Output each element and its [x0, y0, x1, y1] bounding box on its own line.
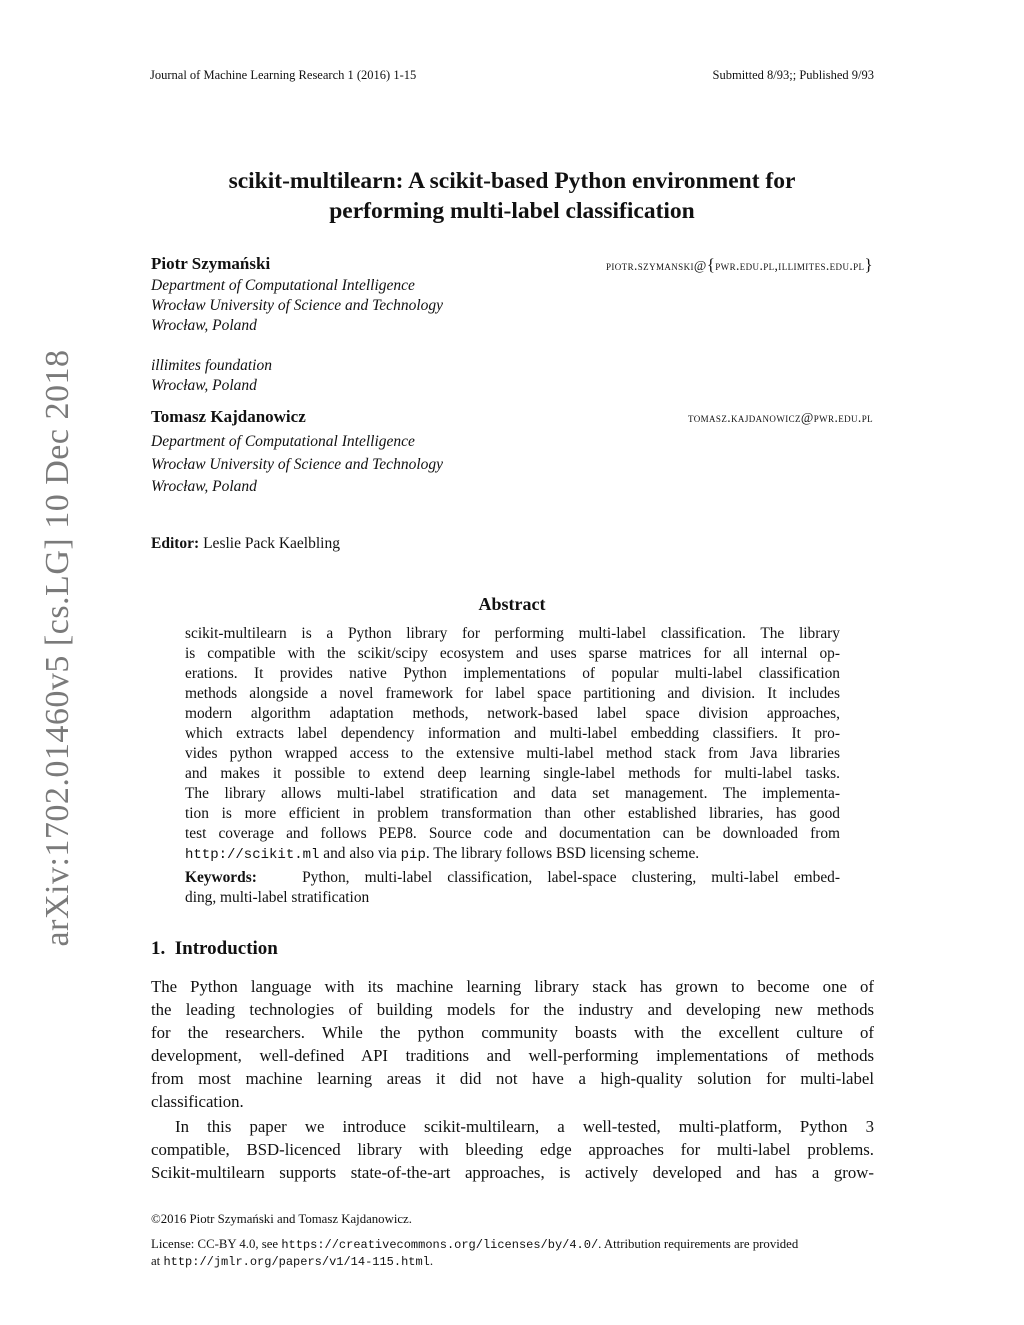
pip-code: pip: [400, 847, 426, 863]
keywords-label: Keywords:: [185, 869, 257, 886]
intro-paragraph-1: [151, 975, 874, 1113]
author-name-1: Piotr Szymański: [151, 254, 271, 273]
abstract-line: The library allows multi-label stratification and data set management. The implementa-: [185, 785, 840, 802]
abstract-line: vides python wrapped access to the extensive multi-label method stack from Java libraries: [185, 745, 840, 762]
title-line-1: scikit-multilearn: A scikit-based Python environment for: [228, 168, 796, 194]
email-prefix: piotr.szymanski@: [605, 258, 707, 273]
copyright-notice: ©2016 Piotr Szymański and Tomasz Kajdanowicz.: [151, 1212, 412, 1226]
abstract-line: test coverage and follows PEP8. Source code and documentation can be downloaded from: [185, 825, 840, 842]
abstract-last-line: [185, 844, 840, 864]
abstract-line: tion is more efficient in problem transformation than other established libraries, has good: [185, 805, 840, 822]
author-name-2: Tomasz Kajdanowicz: [151, 407, 306, 426]
abstract-body: [185, 624, 840, 864]
affiliation-line: Department of Computational Intelligence: [151, 433, 415, 450]
editor-label: Editor:: [151, 535, 200, 552]
cc-license-link[interactable]: https://creativecommons.org/licenses/by/4.0/: [281, 1238, 599, 1252]
author-email-1: [606, 255, 873, 275]
license-notice: [151, 1236, 874, 1270]
email-domains: pwr.edu.pl,illimites.edu.pl: [715, 258, 865, 273]
section-title: Introduction: [174, 938, 278, 959]
license-line: [151, 1253, 874, 1270]
editor-name: Leslie Pack Kaelbling: [203, 535, 340, 552]
affiliation-line: Wrocław University of Science and Technology: [151, 297, 444, 314]
abstract-text: and also via: [319, 845, 401, 862]
editor-line: [151, 535, 340, 553]
title-line-2: performing multi-label classification: [329, 198, 695, 224]
paragraph-line: for the researchers. While the python community boasts with the excellent culture of: [151, 1023, 874, 1042]
license-line: [151, 1236, 874, 1253]
paragraph-line: Scikit-multilearn supports state-of-the-art approaches, is actively developed and has a grow-: [151, 1163, 874, 1182]
paragraph-line: The Python language with its machine learning library stack has grown to become one of: [151, 977, 874, 996]
affiliation-line: Wrocław, Poland: [151, 317, 257, 334]
keywords-text: Python, multi-label classification, label-space clustering, multi-label embed-: [302, 869, 840, 886]
author-email-2: tomasz.kajdanowicz@pwr.edu.pl: [688, 410, 873, 425]
paragraph-line: from most machine learning areas it did not have a high-quality solution for multi-label: [151, 1069, 874, 1088]
author-1-affiliation-1: [151, 276, 443, 336]
paragraph-line: development, well-defined API traditions and well-performing implementations of methods: [151, 1046, 874, 1065]
abstract-line: methods alongside a novel framework for label space partitioning and division. It includes: [185, 685, 840, 702]
paragraph-line: compatible, BSD-licenced library with bleeding edge approaches for multi-label problems.: [151, 1140, 874, 1159]
jmlr-paper-link[interactable]: http://jmlr.org/papers/v1/14-115.html: [163, 1255, 430, 1269]
license-text: License: CC-BY 4.0, see: [151, 1237, 282, 1251]
keywords-line: [185, 868, 840, 888]
arxiv-stamp: arXiv:1702.01460v5 [cs.LG] 10 Dec 2018: [39, 349, 76, 947]
license-text: at: [151, 1254, 164, 1268]
email-open-brace: {: [706, 255, 716, 274]
abstract-line: modern algorithm adaptation methods, network-based label space division approaches,: [185, 705, 840, 722]
email-close-brace: }: [864, 255, 873, 274]
scikit-url-link[interactable]: http://scikit.ml: [185, 847, 320, 863]
abstract-line: and makes it possible to extend deep learning single-label methods for multi-label tasks.: [185, 765, 840, 782]
affiliation-line: Department of Computational Intelligence: [151, 277, 415, 294]
paragraph-line: classification.: [151, 1092, 244, 1111]
section-number: 1.: [151, 938, 166, 959]
license-text: .: [429, 1254, 434, 1268]
intro-paragraph-2: [151, 1115, 874, 1184]
affiliation-line: Wrocław, Poland: [151, 377, 257, 394]
author-2-affiliation: [151, 431, 443, 499]
journal-header: Journal of Machine Learning Research 1 (2016) 1-15: [150, 68, 417, 82]
affiliation-line: illimites foundation: [151, 357, 272, 374]
paragraph-line: the leading technologies of building models for the industry and developing new methods: [151, 1000, 874, 1019]
abstract-line: which extracts label dependency information and multi-label embedding classifiers. It pro-: [185, 725, 840, 742]
paper-title: [110, 166, 914, 226]
abstract-line: scikit-multilearn is a Python library for performing multi-label classification. The library: [185, 625, 840, 642]
abstract-heading: Abstract: [478, 594, 546, 614]
keywords: [185, 868, 840, 908]
section-heading: [151, 938, 278, 960]
abstract-line: is compatible with the scikit/scipy ecosystem and uses sparse matrices for all internal op-: [185, 645, 840, 662]
abstract-text: . The library follows BSD licensing scheme.: [425, 845, 700, 862]
paragraph-line: In this paper we introduce scikit-multilearn, a well-tested, multi-platform, Python 3: [175, 1117, 874, 1136]
license-text: . Attribution requirements are provided: [598, 1237, 799, 1251]
abstract-line: erations. It provides native Python implementations of popular multi-label classification: [185, 665, 840, 682]
author-1-affiliation-2: [151, 356, 272, 396]
affiliation-line: Wrocław University of Science and Technology: [151, 455, 444, 473]
affiliation-line: Wrocław, Poland: [151, 478, 257, 495]
submission-dates: Submitted 8/93;; Published 9/93: [712, 68, 874, 82]
keywords-line: ding, multi-label stratification: [185, 889, 370, 906]
